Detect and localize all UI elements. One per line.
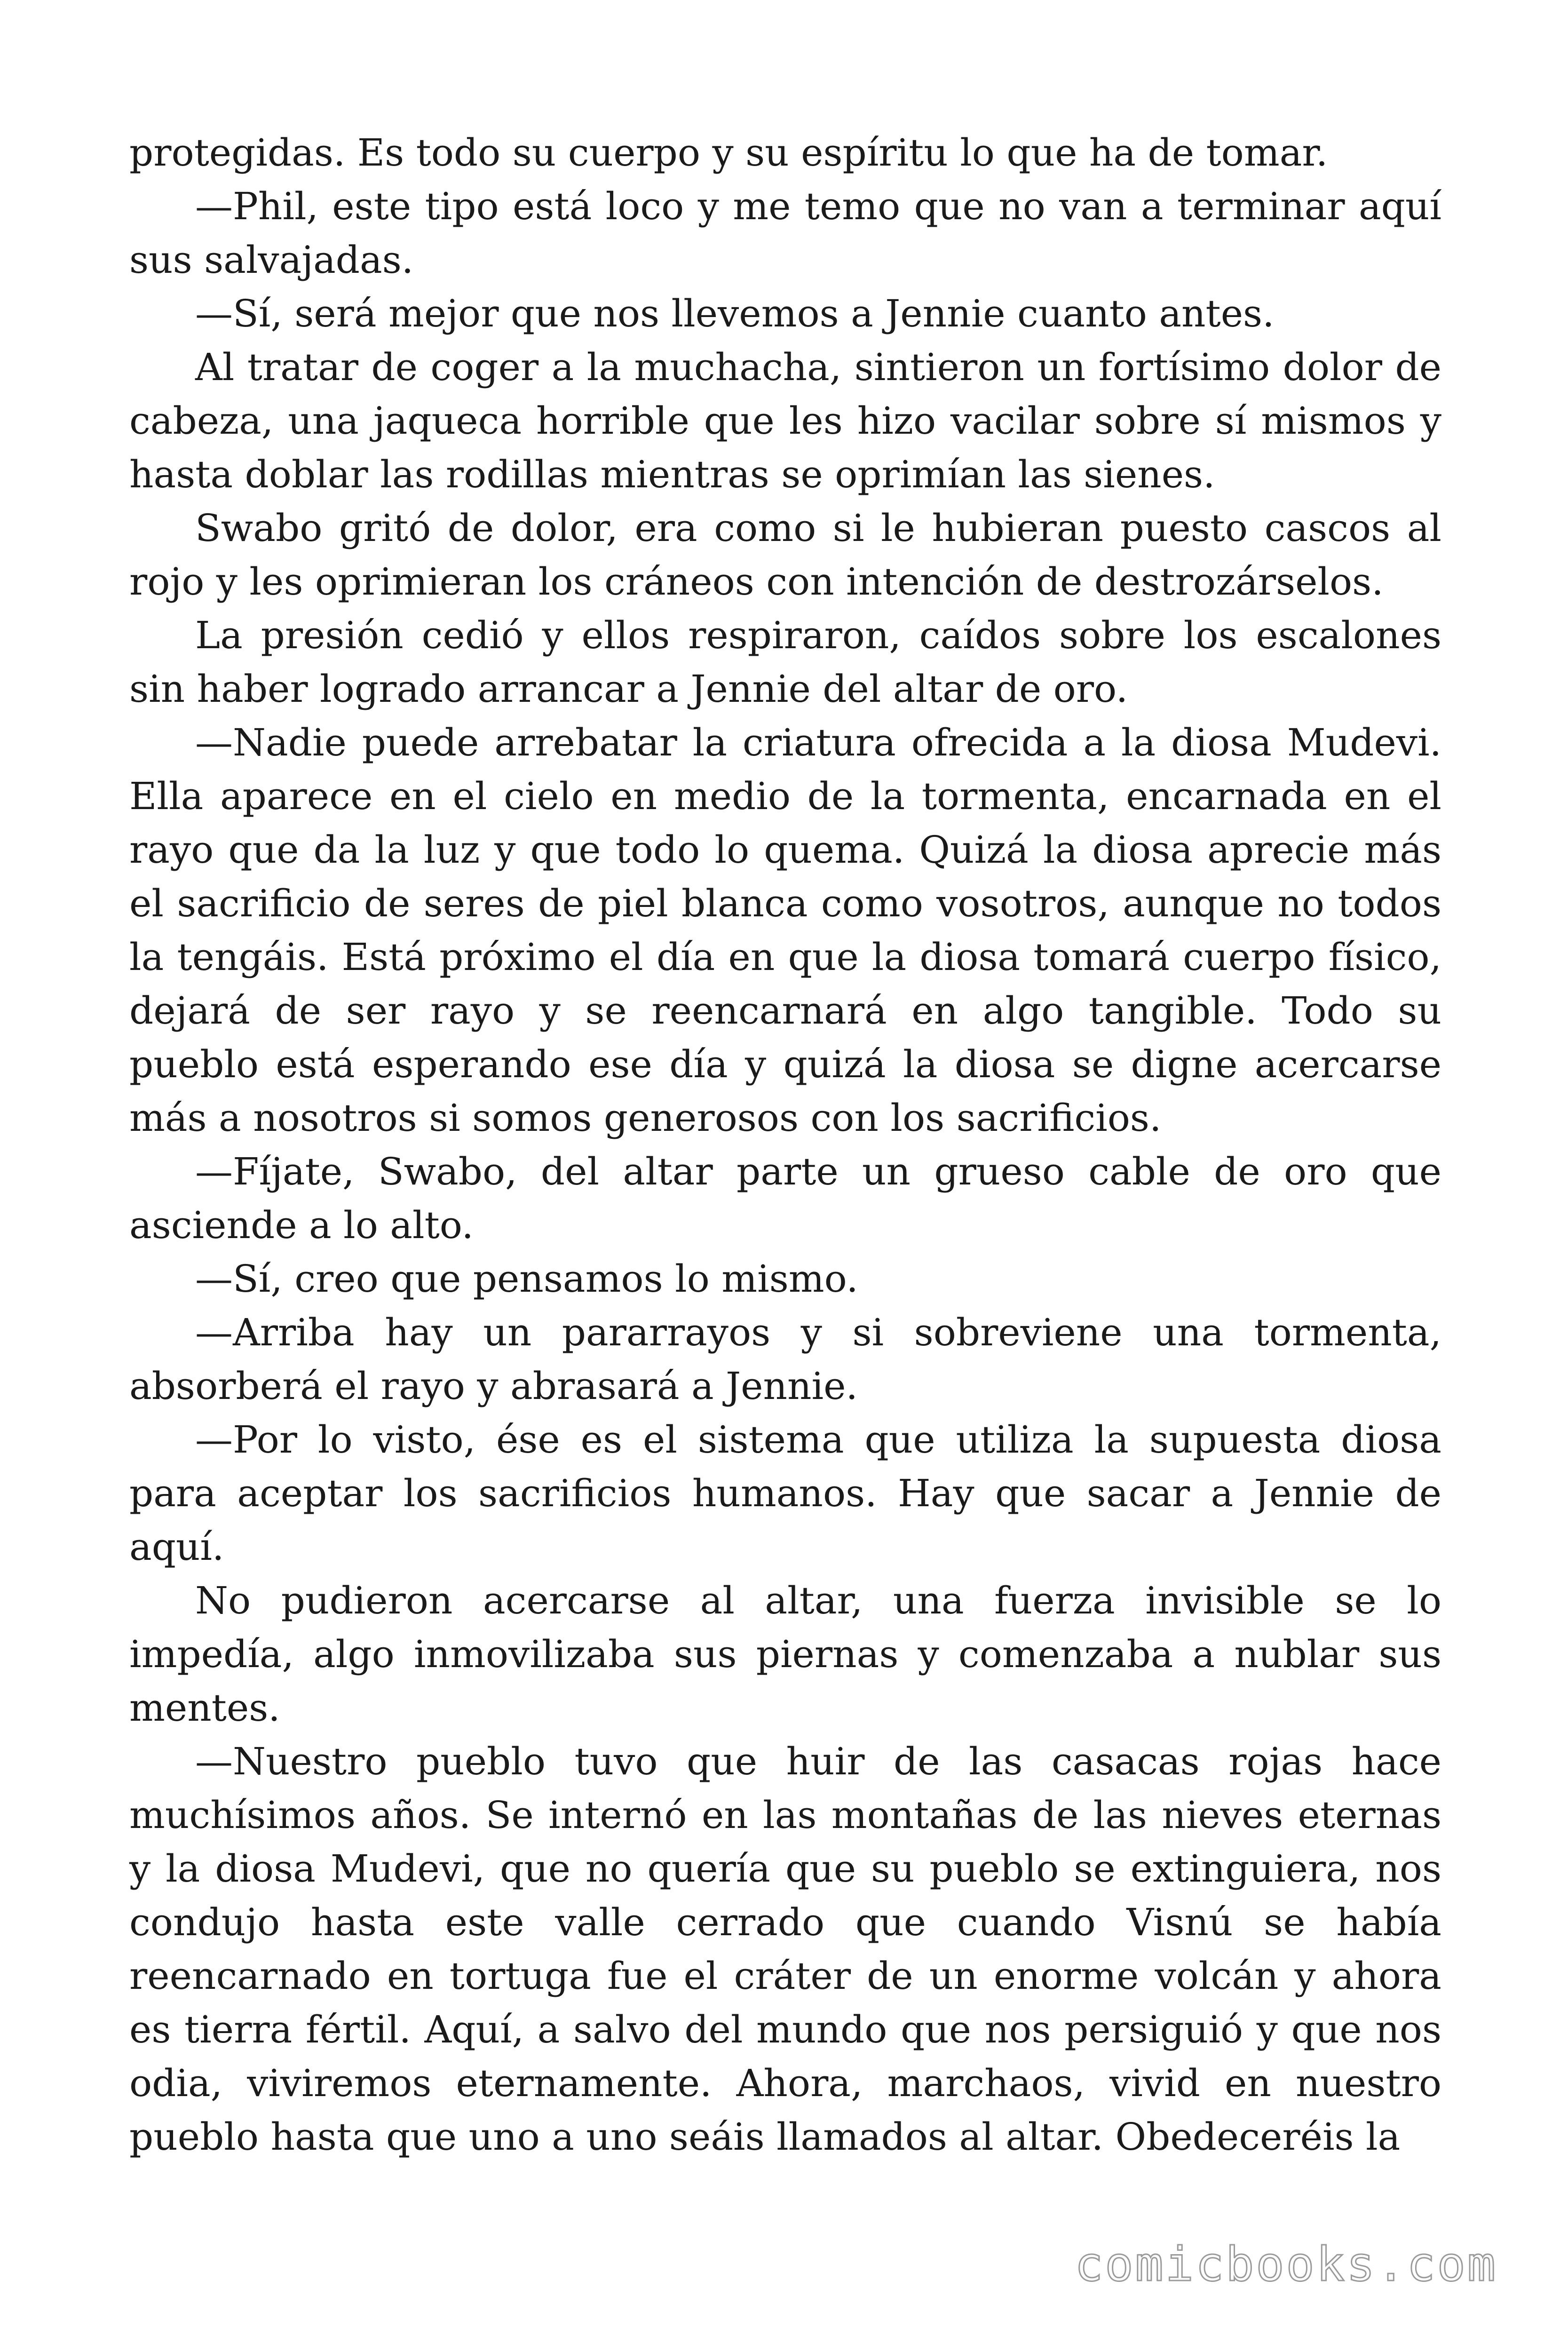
paragraph-4: Al tratar de coger a la muchacha, sintieron un fortísimo dolor de cabeza, una jaqueca horrible que les hizo vacilar sobre sí mismos y hasta doblar las rodillas mientras se oprimían las sienes. (129, 345, 1441, 496)
watermark-text: comicbooks.com (1075, 2237, 1497, 2292)
page-body-text (129, 126, 1441, 2164)
paragraph-7: —Nadie puede arrebatar la criatura ofrecida a la diosa Mudevi. Ella aparece en el cielo en medio de la tormenta, encarnada en el rayo que da la luz y que todo lo quema. Quizá la diosa aprecie más el sacrificio de seres de piel blanca como vosotros, aunque no todos la tengáis. Está próximo el día en que la diosa tomará cuerpo físico, dejará de ser rayo y se reencarnará en algo tangible. Todo su pueblo está esperando ese día y quizá la diosa se digne acercarse más a nosotros si somos generosos con los sacrificios. (129, 721, 1441, 1140)
paragraph-12: No pudieron acercarse al altar, una fuerza invisible se lo impedía, algo inmovilizaba sus piernas y comenzaba a nublar sus mentes. (129, 1579, 1441, 1730)
paragraph-1: protegidas. Es todo su cuerpo y su espíritu lo que ha de tomar. (129, 131, 1328, 175)
paragraph-6: La presión cedió y ellos respiraron, caídos sobre los escalones sin haber logrado arrancar a Jennie del altar de oro. (129, 613, 1441, 711)
paragraph-8: —Fíjate, Swabo, del altar parte un grueso cable de oro que asciende a lo alto. (129, 1150, 1441, 1247)
paragraph-5: Swabo gritó de dolor, era como si le hubieran puesto cascos al rojo y les oprimieran los cráneos con intención de destrozárselos. (129, 506, 1441, 604)
paragraph-3: —Sí, será mejor que nos llevemos a Jennie cuanto antes. (195, 292, 1275, 335)
paragraph-11: —Por lo visto, ése es el sistema que utiliza la supuesta diosa para aceptar los sacrificios humanos. Hay que sacar a Jennie de aquí. (129, 1418, 1441, 1569)
paragraph-13: —Nuestro pueblo tuvo que huir de las casacas rojas hace muchísimos años. Se internó en las montañas de las nieves eternas y la diosa Mudevi, que no quería que su pueblo se extinguiera, nos condujo hasta este valle cerrado que cuando Visnú se había reencarnado en tortuga fue el cráter de un enorme volcán y ahora es tierra fértil. Aquí, a salvo del mundo que nos persiguió y que nos odia, viviremos eternamente. Ahora, marchaos, vivid en nuestro pueblo hasta que uno a uno seáis llamados al altar. Obedeceréis la (129, 1740, 1441, 2159)
paragraph-10: —Arriba hay un pararrayos y si sobreviene una tormenta, absorberá el rayo y abrasará a Jennie. (129, 1311, 1441, 1408)
paragraph-2: —Phil, este tipo está loco y me temo que no van a terminar aquí sus salvajadas. (129, 184, 1441, 282)
paragraph-9: —Sí, creo que pensamos lo mismo. (195, 1257, 858, 1301)
